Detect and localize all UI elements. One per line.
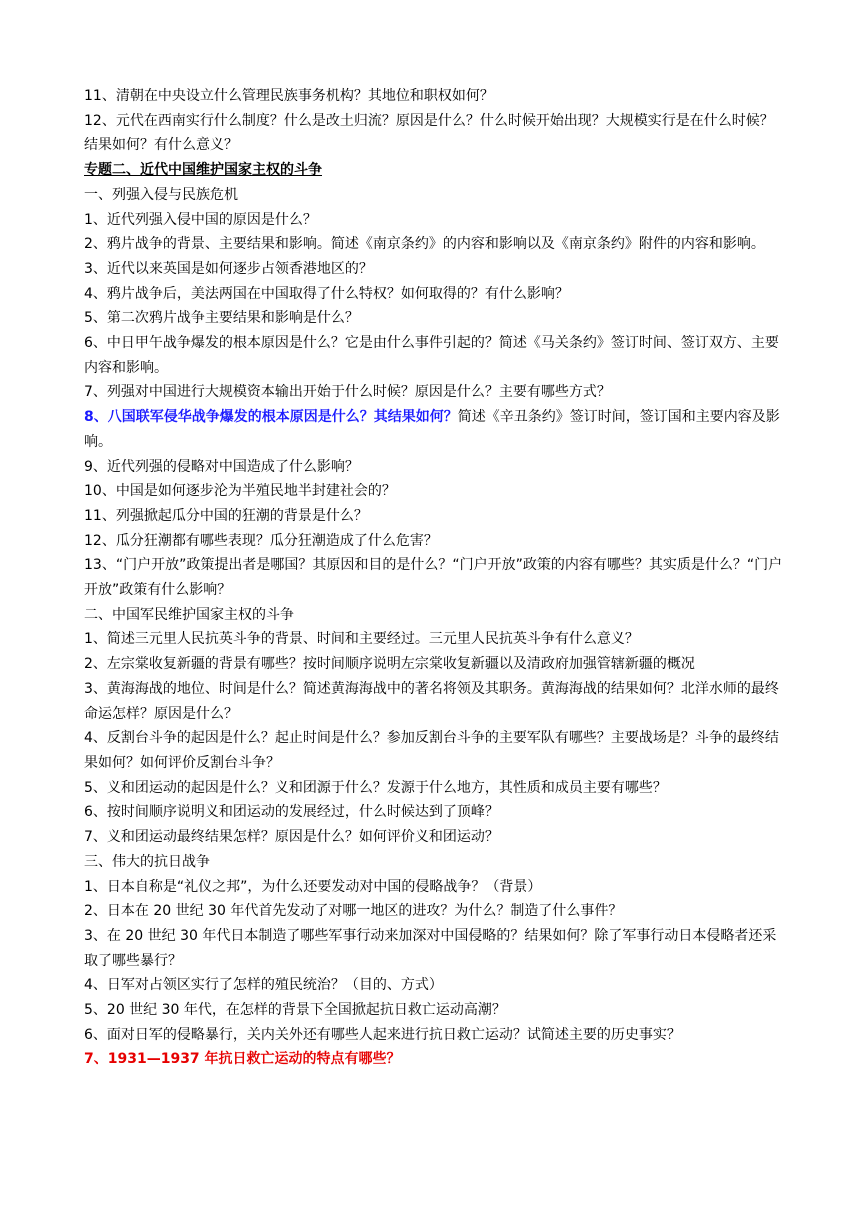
question-line: 13、“门户开放”政策提出者是哪国？其原因和目的是什么？“门户开放”政策的内容有哪些？其实质是什么？“门户开放”政策有什么影响？ [84,557,783,599]
question-line: 3、黄海海战的地位、时间是什么？简述黄海海战中的著名将领及其职务。黄海海战的结果如何？北洋水师的最终命运怎样？原因是什么？ [84,680,779,722]
question-line: 3、在 20 世纪 30 年代日本制造了哪些军事行动来加深对中国侵略的？结果如何？除了军事行动日本侵略者还采取了哪些暴行？ [84,927,777,969]
question-line: 10、中国是如何逐步沦为半殖民地半封建社会的？ [84,483,396,500]
highlighted-question: 8、八国联军侵华战争爆发的根本原因是什么？其结果如何？ [84,409,458,426]
question-line: 12、元代在西南实行什么制度？什么是改土归流？原因是什么？什么时候开始出现？大规模实行是在什么时候？结果如何？有什么意义？ [84,112,774,154]
question-line: 11、清朝在中央设立什么管理民族事务机构？其地位和职权如何？ [84,88,494,104]
subsection-heading: 一、列强入侵与民族危机 [84,186,238,203]
question-line: 7、列强对中国进行大规模资本输出开始于什么时候？原因是什么？主要有哪些方式？ [84,384,611,401]
question-line: 1、近代列强入侵中国的原因是什么？ [84,211,317,228]
question-line: 1、日本自称是“礼仪之邦”，为什么还要发动对中国的侵略战争？（背景） [84,878,542,895]
subsection-heading: 三、伟大的抗日战争 [84,853,210,870]
question-line: 5、20 世纪 30 年代，在怎样的背景下全国掀起抗日救亡运动高潮？ [84,1002,506,1019]
question-line: 5、第二次鸦片战争主要结果和影响是什么？ [84,310,359,327]
question-line: 4、日军对占领区实行了怎样的殖民统治？（目的、方式） [84,977,443,994]
question-line: 7、义和团运动最终结果怎样？原因是什么？如何评价义和团运动？ [84,829,499,846]
question-line [84,405,784,454]
question-line: 3、近代以来英国是如何逐步占领香港地区的？ [84,260,373,277]
question-line: 4、反割台斗争的起因是什么？起止时间是什么？参加反割台斗争的主要军队有哪些？主要战场是？斗争的最终结果如何？如何评价反割台斗争？ [84,730,779,771]
question-line: 4、鸦片战争后，美法两国在中国取得了什么特权？如何取得的？有什么影响？ [84,285,569,302]
question-line: 5、义和团运动的起因是什么？义和团源于什么？发源于什么地方，其性质和成员主要有哪些？ [84,779,667,796]
question-line: 6、中日甲午战争爆发的根本原因是什么？它是由什么事件引起的？简述《马关条约》签订时间、签订双方、主要内容和影响。 [84,335,779,376]
subsection-heading: 二、中国军民维护国家主权的斗争 [84,606,294,623]
question-line: 2、左宗棠收复新疆的背景有哪些？按时间顺序说明左宗棠收复新疆以及清政府加强管辖新疆的概况 [84,656,695,673]
question-line: 2、日本在 20 世纪 30 年代首先发动了对哪一地区的进攻？为什么？制造了什么事件？ [84,903,623,920]
highlighted-question: 7、1931—1937 年抗日救亡运动的特点有哪些？ [84,1051,401,1068]
section-heading: 专题二、近代中国维护国家主权的斗争 [84,162,322,179]
question-line: 9、近代列强的侵略对中国造成了什么影响？ [84,458,359,475]
question-line: 11、列强掀起瓜分中国的狂潮的背景是什么？ [84,507,368,524]
question-line: 2、鸦片战争的背景、主要结果和影响。简述《南京条约》的内容和影响以及《南京条约》附件的内容和影响。 [84,236,765,253]
question-line: 6、面对日军的侵略暴行，关内关外还有哪些人起来进行抗日救亡运动？试简述主要的历史事实？ [84,1026,681,1043]
question-tail: 简述《辛丑条约》签订时间，签订国和主要内容及影响。 [84,409,780,450]
question-line: 1、简述三元里人民抗英斗争的背景、时间和主要经过。三元里人民抗英斗争有什么意义？ [84,631,639,648]
document-body [84,84,784,1072]
question-line: 6、按时间顺序说明义和团运动的发展经过，什么时候达到了顶峰？ [84,804,499,821]
question-line: 12、瓜分狂潮都有哪些表现？瓜分狂潮造成了什么危害？ [84,532,438,549]
